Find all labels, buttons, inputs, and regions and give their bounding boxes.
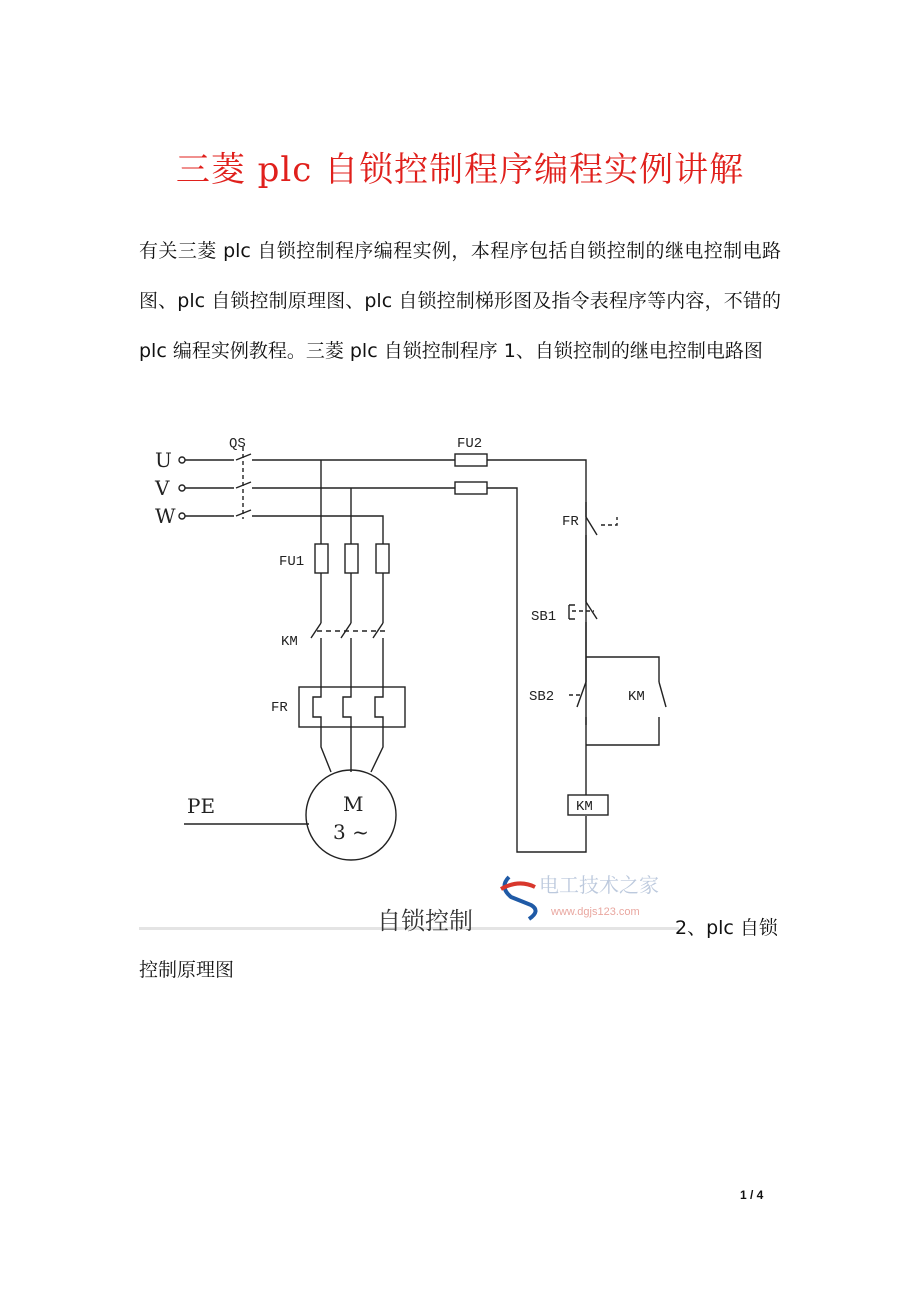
fuse-fu2-top [455,454,487,466]
label-qs: QS [229,436,246,452]
relay-circuit-diagram [139,427,679,937]
terminal-w [179,513,185,519]
label-pe: PE [187,794,216,818]
motor-label-phase: 3 ~ [333,820,369,844]
continuation-text-b: 控制原理图 [139,959,235,981]
fuse-fu1-c [376,544,389,573]
label-km-main: KM [281,634,298,650]
label-fr-main: FR [271,700,288,716]
label-km-coil: KM [576,799,593,815]
thermal-relay-fr [299,687,405,727]
figure-caption: 自锁控制 [377,907,473,935]
terminal-u [179,457,185,463]
label-sb2: SB2 [529,689,555,705]
watermark-logo [501,873,659,919]
continuation-text-a: 2、plc 自锁 [675,917,778,939]
label-u: U [155,448,172,472]
label-fu1: FU1 [279,554,305,570]
watermark-title: 电工技术之家 [539,873,659,897]
fuse-fu1-a [315,544,328,573]
intro-paragraph: 有关三菱 plc 自锁控制程序编程实例，本程序包括自锁控制的继电控制电路图、plc 自锁控制原理图、plc 自锁控制梯形图及指令表程序等内容，不错的 plc 编程实例教程。三菱 plc 自锁控制程序 1、自锁控制的继电控制电路图 [139,240,781,362]
fuse-fu2-bottom [455,482,487,494]
label-w: W [155,504,176,528]
page-number: 1 / 4 [740,1188,764,1202]
label-fu2: FU2 [457,436,483,452]
label-sb1: SB1 [531,609,557,625]
motor-label-m: M [343,792,364,816]
document-title: 三菱 plc 自锁控制程序编程实例讲解 [175,150,745,190]
label-v: V [155,476,170,500]
fuse-fu1-b [345,544,358,573]
label-fr-ctrl: FR [562,514,579,530]
terminal-v [179,485,185,491]
watermark-url: www.dgjs123.com [551,906,640,918]
label-km-aux: KM [628,689,645,705]
